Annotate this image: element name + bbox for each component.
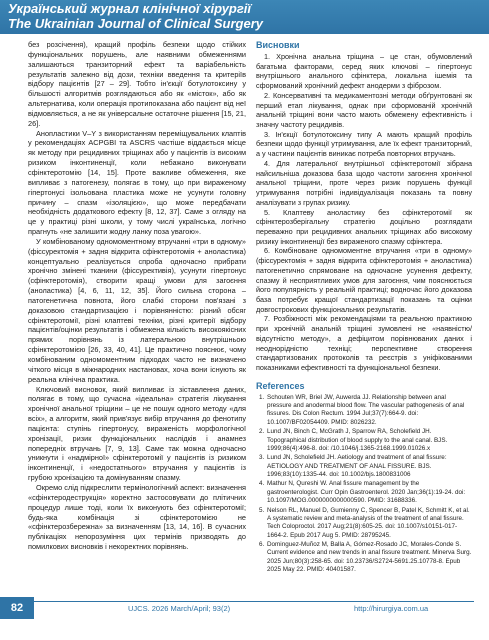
body-paragraph: У комбінованому одномоментному втручанні «три в одному» (фіссуректомія + задня відкрита сфінктеротомія + аноластика) концептуально реалізується спроба одночасно прибрати хронічно змінені тканини (фіссурективія), усунути гіпертонус (сфінктеротомія), створити кращі умови для загоєння (аноластика) [4, 6, 11, 12, 35]. Його сильна сторона – патогенетична повнота, його слабкі сторони пов'язані з доказовою стандартизацією і порівнянністю: різний обсяг сфінктеротомії, різні клаптеві техніки, різні критерії відбору пацієнтів/оцінки результатів і обмежена кількість високоякісних прямих порівнянь із латеральною внутрішньою сфінктеротомією [26, 33, 40, 41]. Це практично пояснює, чому комбінованим одномоментним підходах часто не визначено чіткого місця в міжнародних настановах, хоча вони існують як реальна клінічна практика. [28, 236, 246, 384]
right-column [256, 40, 472, 576]
reference-item: 5. Nelson RL, Manuel D, Gumienny C, Spencer B, Patel K, Schmitt K, et al. A systematic review and meta-analysis of the treatment of anal fissure. Tech Coloproctol. 2017 Aug;21(8):605-25. doi: 10.1007/s10151-017-1664-2. Epub 2017 Aug 5. PMID: 28795245. [266, 507, 472, 541]
footer-url-link[interactable]: http://hirurgiya.com.ua [354, 604, 429, 613]
conclusion-item: 7. Розбіжності між рекомендаціями та реальною практикою при хронічній анальній тріщині зумовлені не «наявністю/відсутністю методу», а дефіцитом порівнюваних даних і неоднорідністю техніці; перспективне створення стандартизованих протоколів та реєстрів з уніфікованими показниками ефективності та функціональної безпеки. [256, 314, 472, 372]
references-section [256, 381, 472, 575]
footer-journal-issue: UJCS. 2026 March/April; 93(2) [128, 604, 231, 613]
reference-item: 6. Dominguez-Muñoz M, Balla A, Gómez-Rosado JC, Morales-Conde S. Current evidence and new trends in anal fissure treatment. Minerva Surg. 2025 Jun;80(3):258-65. doi: 10.23736/S2724-5691.25.10778-8. Epub 2025 May 22. PMID: 40401587. [266, 541, 472, 575]
page-number: 82 [0, 597, 34, 619]
journal-title-en: The Ukrainian Journal of Clinical Surgery [8, 16, 264, 31]
references-heading: References [256, 380, 305, 391]
reference-item: 3. Lund JN, Scholefield JH. Aetiology and treatment of anal fissure: AETIOLOGY AND TREATMENT OF ANAL FISSURE. BJS. 1996;83(10):1335-44. doi: 10.1002/bjs.1800831006 [266, 454, 472, 479]
journal-header [0, 0, 489, 34]
body-paragraph: Окремо слід підкреслити термінологічний аспект: визначення «сфінктеродеструкція» коректно застосовувати до плітичних процедур лише тоді, коли їх виконують без сфінктеротомії; будь-яка комбінація зі сфінктеротомією не «сфінктерозбережна» за визначенням [13, 14, 16]. В сучасних публікаціях непорозуміння цих термінів призводять до помилкових висновків і некоректних порівнянь. [28, 482, 246, 552]
conclusion-item: 5. Клаптеву аноластику без сфінктеротомії як сфінктерозберігальну стратегію доцільно розглядати переважно при рецидивних анальних тріщинах або високому ризику інконтиненції без вираженого спазму сфінктера. [256, 207, 472, 246]
body-paragraph: Ключовий висновок, який випливає із зіставлення даних, полягає в тому, що сучасна «ідеальна» стратегія лікування хронічної анальної тріщини – це не пошук одного методу «для всіх», а алгоритм, який прив'язує вибір втручання до фенотипу пацієнта: ступінь гіпертонусу, вираженість морфологічної хронізації, ризик функціональних наслідків і анамнез попередніх втручань [7, 9, 13]. Саме так можна одночасно уникнути і «надмірної» сфінктеротомії у пацієнтів із ризиком інконтиненції, і «недостатнього» втручання у пацієнтів із грубою хронізацією та домінуванням спазму. [28, 384, 246, 483]
conclusion-item: 1. Хронічна анальна тріщина – це стан, обумовлений багатьма факторами, серед яких ключові – гіпертонус внутрішнього анального сфінктера, локальна ішемія та сформований хронічний дефект анодерми з фіброзом. [256, 52, 472, 91]
conclusion-item: 2. Консервативні та медикаментозні методи обґрунтовані як перший етап лікування, однак при сформованій хронічній анальній тріщині вони часто мають обмежену ефективність і значну частоту рецидивів. [256, 90, 472, 130]
reference-item: 4. Mathur N, Qureshi W. Anal fissure management by the gastroenterologist. Curr Opin Gastroenterol. 2020 Jan;36(1):19-24. doi: 10.1097/MOG.0000000000000590. PMID: 31688336. [266, 480, 472, 505]
body-paragraph: Анопластики V–Y з використанням переміщувальних клаптів у рекомендаціях ACPGBI та ASCRS частіше віддається місце як методу при рецидивних тріщинах або у пацієнтів із високим ризиком інконтиненції, коли небажано виконувати сфінктеротомію [14, 15]. Проте важливе обмеження, яке випливає з патогенезу, полягає в тому, що при вираженому гіпертонусі ізольована пластика може не усунути головну причину – спазм «ізоляцією», що може передбачати необхідність додаткового ефекту [8, 12, 37]. Саме з огляду на це у практиці різні школи, у тому числі українська, логічно прагнуть «не залишити жодну ланку поза увагою». [28, 128, 246, 237]
conclusion-item: 6. Комбіноване одномоментне втручання «три в одному» (фіссуректомія + задня відкрита сфінктеротомія + аноластика) патогенетично спрямоване на одночасне усунення дефекту, спазму й несприятливих умов для загоєння, чим пояснюється його популярність у реальній практиці; водночас його доказова база потребує кращої стандартизації показань та оцінки довгострокових функціональних результатів. [256, 246, 472, 314]
footer-divider [28, 601, 474, 602]
reference-item: 2. Lund JN, Binch C, McGrath J, Sparrow RA, Scholefield JH. Topographical distribution of blood supply to the anal canal. BJS. 1999;86(4):496-8. doi: /10.1046/j.1365-2168.1999.01026.x [266, 428, 472, 453]
conclusion-item: 4. Для латеральної внутрішньої сфінктеротомії зібрана найсильніша доказова база щодо частоти загоєння хронічної анальної тріщини, проте через ризик порушень функції утримування потрібні індивідуалізація показань та повну аналізувати з групах ризику. [256, 158, 472, 207]
conclusions-section [256, 40, 472, 373]
left-column [28, 40, 246, 552]
reference-item: 1. Schouten WR, Briel JW, Auwerda JJ. Relationship between anal pressure and anodermal blood flow. The vascular pathogenesis of anal fissures. Dis Colon Rectum. 1994 Jul;37(7):664-9. doi: 10.1007/BF02054409. PMID: 8026232. [266, 394, 472, 428]
journal-title-ua: Український журнал клінічної хірургії [8, 1, 252, 16]
body-paragraph: без розсічення), кращий профіль безпеки щодо стійких функціональних порушень, але наявними обмеженнями залишаються транзиторний ефект та варіабельність результатів залежно від дози, техніки введення та критеріїв відбору пацієнтів [27 – 29]. Тобто ін'єкції ботулотоксину у більшості алгоритмів розглядаються або як «місток», або як альтернатива, коли операція протипоказана або пацієнт від неї відмовляється, а не як універсальне остаточне рішення [15, 21, 26]. [28, 40, 246, 128]
conclusion-item: 3. Ін'єкції ботулотоксину типу А мають кращий профіль безпеки щодо функції утримування, але їх ефект транзиторний, а у частини пацієнтів виникає потреба повторних втручань. [256, 129, 472, 159]
references-list [256, 394, 472, 575]
conclusions-heading: Висновки [256, 40, 300, 50]
